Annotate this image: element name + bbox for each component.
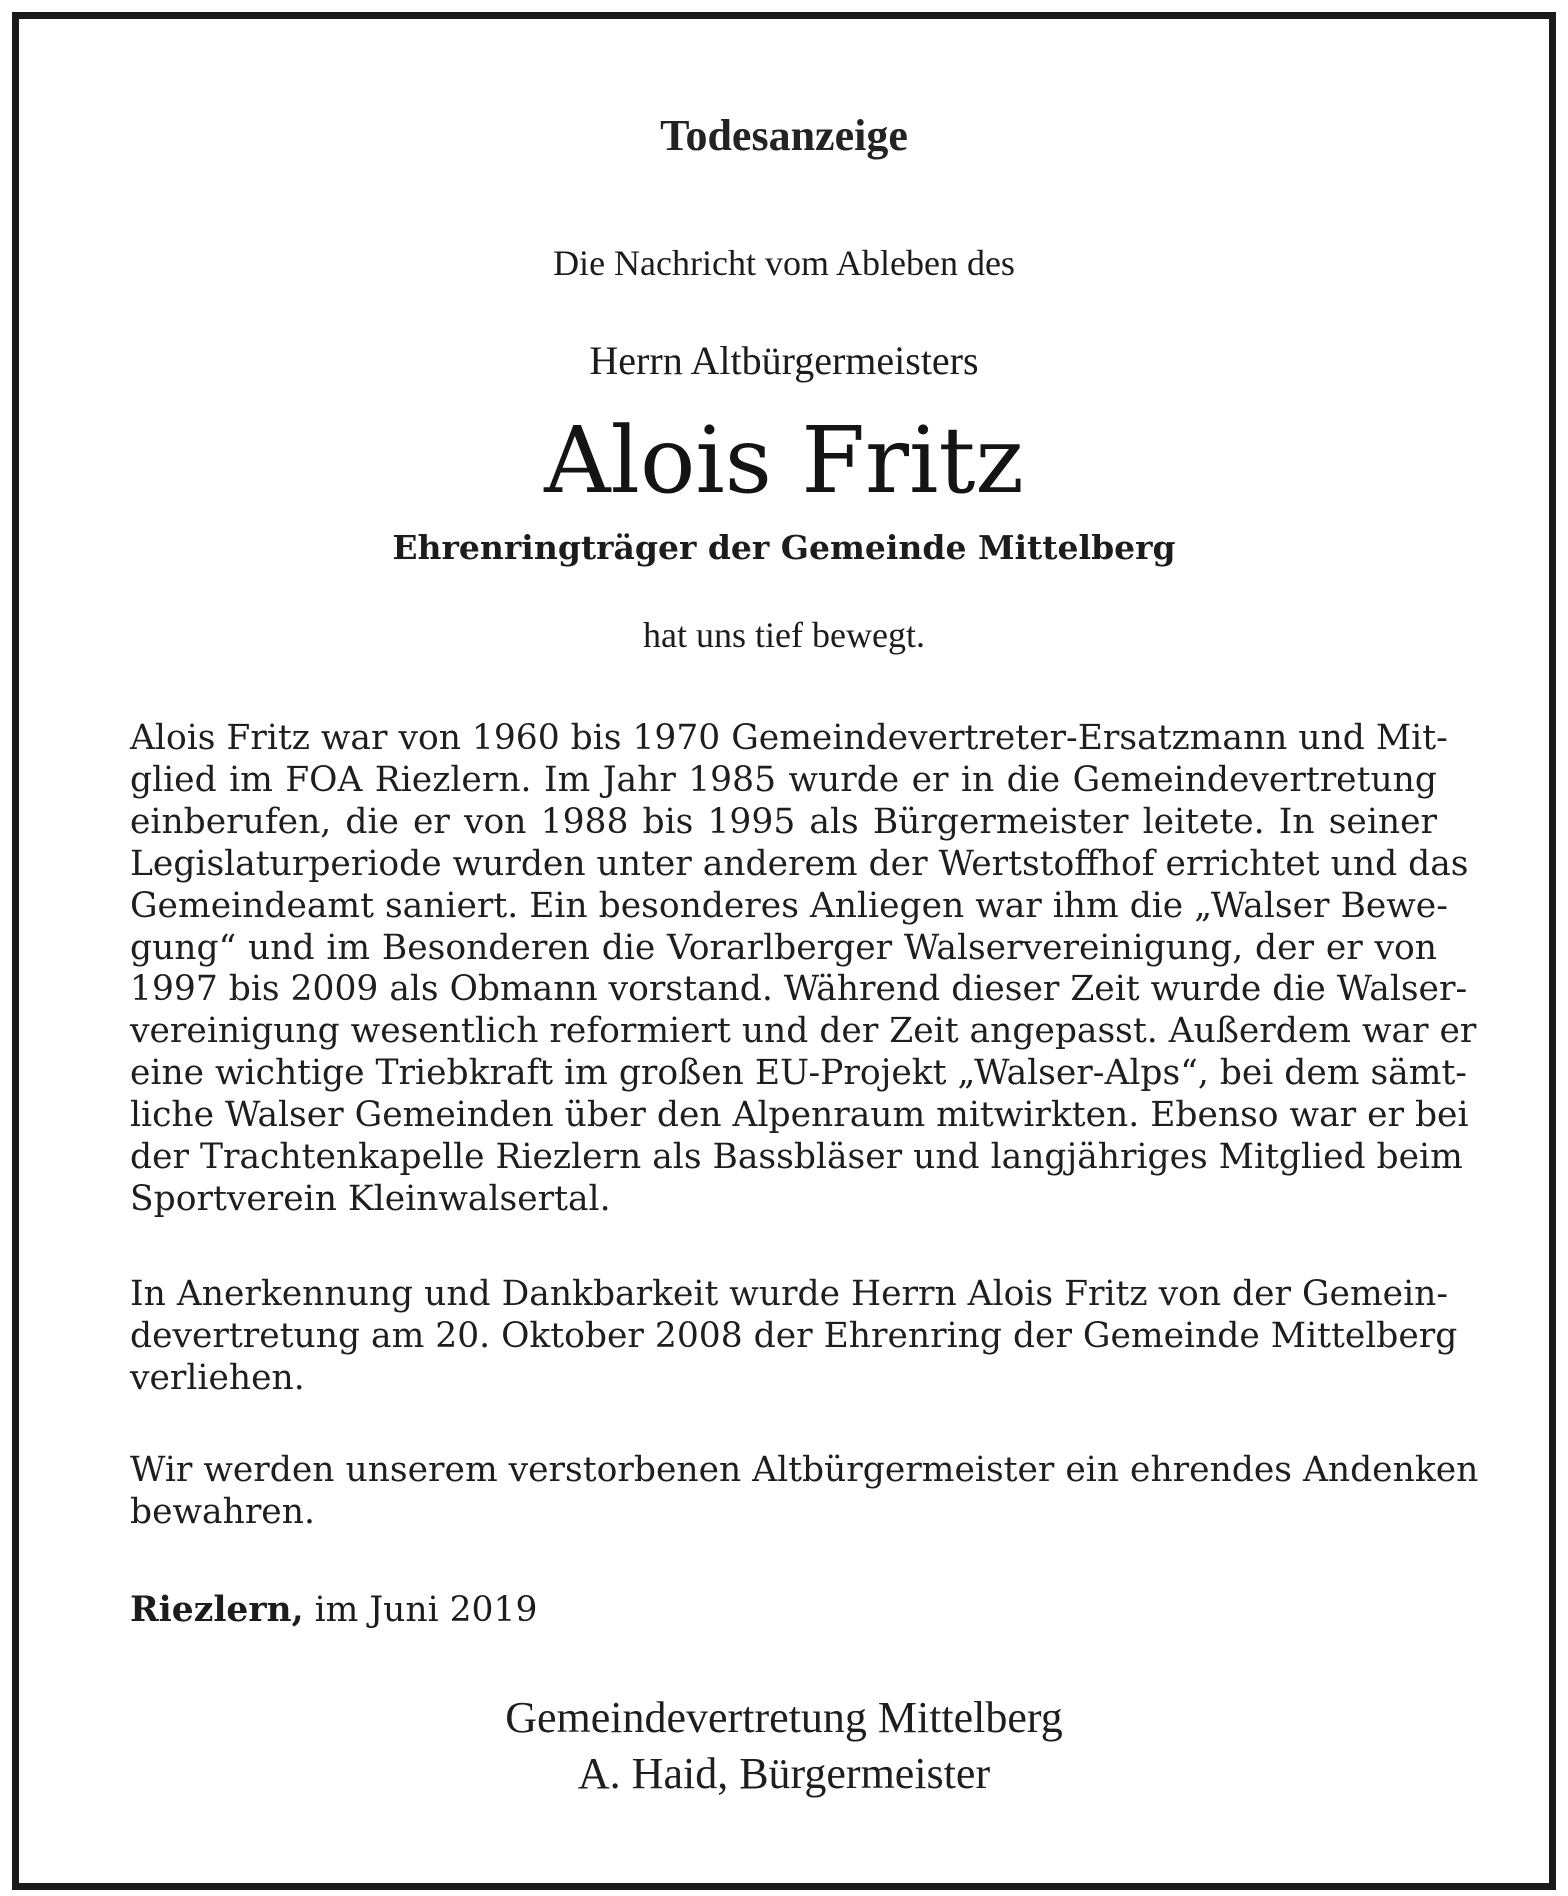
moved-line: hat uns tief bewegt. xyxy=(643,615,925,655)
text-line: glied im FOA Riezlern. Im Jahr 1985 wurde er in die Gemeindevertretung xyxy=(130,759,1437,800)
text-line: verliehen. xyxy=(130,1357,305,1398)
place-date xyxy=(130,1588,537,1632)
text-line: liche Walser Gemeinden über den Alpenraum mitwirkten. Ebenso war er bei xyxy=(130,1095,1469,1136)
text-line: In Anerkennung und Dankbarkeit wurde Herrn Alois Fritz von der Gemein- xyxy=(130,1274,1448,1314)
text-line: der Trachtenkapelle Riezlern als Bassbläser und langjähriges Mitglied beim xyxy=(130,1137,1463,1178)
text-line: gung“ und im Besonderen die Vorarlberger Walservereinigung, der er von xyxy=(130,927,1437,968)
date-text: im Juni 2019 xyxy=(314,1590,538,1630)
text-line: Sportverein Kleinwalsertal. xyxy=(130,1178,611,1219)
honor-title: Ehrenringträger der Gemeinde Mittelberg xyxy=(392,528,1176,567)
honorific-line: Herrn Altbürgermeisters xyxy=(589,338,979,383)
remembrance-paragraph xyxy=(130,1450,1479,1534)
text-line: bewahren. xyxy=(130,1491,315,1532)
text-line: Alois Fritz war von 1960 bis 1970 Gemeindevertreter-Ersatzmann und Mit- xyxy=(130,718,1448,758)
text-line: Wir werden unserem verstorbenen Altbürgermeister ein ehrendes Andenken xyxy=(130,1450,1479,1490)
biography-paragraph xyxy=(130,718,1477,1221)
deceased-name: Alois Fritz xyxy=(544,407,1024,514)
place-name: Riezlern, xyxy=(130,1590,304,1630)
text-line: eine wichtige Triebkraft im großen EU-Projekt „Walser-Alps“, bei dem sämt- xyxy=(130,1053,1467,1094)
text-line: Legislaturperiode wurden unter anderem der Wertstoffhof errichtet und das xyxy=(130,843,1469,884)
notice-heading: Todesanzeige xyxy=(660,111,908,160)
signature-organization: Gemeindevertretung Mittelberg xyxy=(505,1693,1063,1742)
text-line: vereinigung wesentlich reformiert und der Zeit angepasst. Außerdem war er xyxy=(130,1011,1477,1052)
honor-paragraph xyxy=(130,1274,1458,1400)
text-line: einberufen, die er von 1988 bis 1995 als Bürgermeister leitete. In seiner xyxy=(130,801,1437,842)
text-line: Gemeindeamt saniert. Ein besonderes Anliegen war ihm die „Walser Bewe- xyxy=(130,885,1448,926)
signature-block xyxy=(0,1690,1568,1802)
text-line: devertretung am 20. Oktober 2008 der Ehrenring der Gemeinde Mittelberg xyxy=(130,1315,1458,1356)
text-line: 1997 bis 2009 als Obmann vorstand. Während dieser Zeit wurde die Walser- xyxy=(130,969,1468,1010)
lead-line: Die Nachricht vom Ableben des xyxy=(553,243,1015,283)
signature-person: A. Haid, Bürgermeister xyxy=(577,1749,991,1798)
